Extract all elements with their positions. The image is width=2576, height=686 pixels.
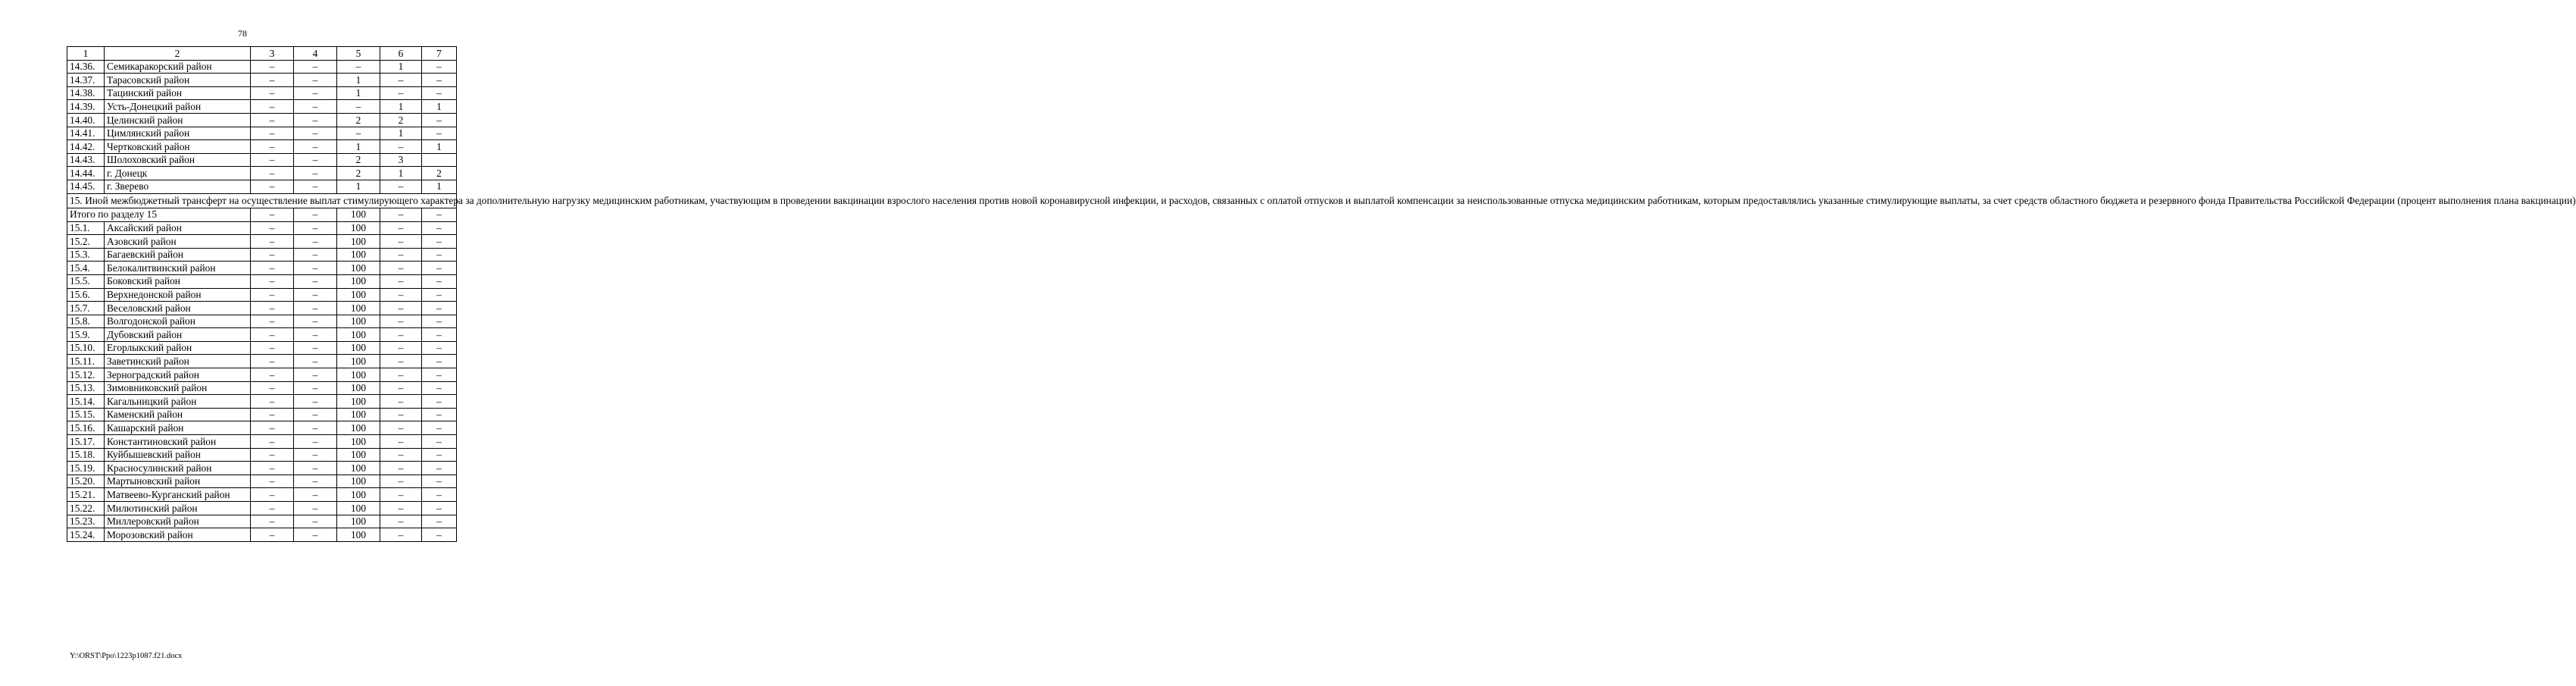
value-cell: –: [294, 528, 337, 542]
table-row: [67, 488, 457, 502]
table-row: [67, 341, 457, 355]
value-cell: –: [294, 208, 337, 221]
row-number: 15.10.: [67, 341, 105, 355]
value-cell: 100: [337, 448, 380, 462]
value-cell: –: [380, 475, 422, 488]
value-cell: –: [380, 355, 422, 368]
table-row: [67, 448, 457, 462]
value-cell: 100: [337, 302, 380, 315]
value-cell: 100: [337, 355, 380, 368]
value-cell: –: [422, 448, 457, 462]
value-cell: –: [251, 302, 294, 315]
value-cell: 1: [380, 60, 422, 74]
value-cell: –: [294, 113, 337, 127]
row-number: 15.12.: [67, 368, 105, 382]
district-name: Тацинский район: [105, 86, 251, 100]
value-cell: –: [380, 528, 422, 542]
value-cell: –: [294, 395, 337, 409]
value-cell: –: [422, 528, 457, 542]
row-number: 15.20.: [67, 475, 105, 488]
value-cell: –: [380, 341, 422, 355]
value-cell: –: [380, 488, 422, 502]
value-cell: –: [422, 113, 457, 127]
table-row: [67, 262, 457, 275]
row-number: 15.4.: [67, 262, 105, 275]
value-cell: 100: [337, 235, 380, 249]
value-cell: –: [422, 515, 457, 528]
value-cell: –: [251, 180, 294, 193]
value-cell: 100: [337, 315, 380, 328]
value-cell: –: [294, 302, 337, 315]
total-label: Итого по разделу 15: [67, 208, 251, 221]
value-cell: –: [380, 180, 422, 193]
value-cell: 2: [337, 167, 380, 180]
table-row: [67, 368, 457, 382]
district-name: Азовский район: [105, 235, 251, 249]
value-cell: –: [380, 515, 422, 528]
value-cell: –: [294, 74, 337, 87]
district-name: Матвеево-Курганский район: [105, 488, 251, 502]
value-cell: –: [294, 421, 337, 435]
row-number: 15.24.: [67, 528, 105, 542]
header-cell: 3: [251, 47, 294, 61]
table-row: [67, 113, 457, 127]
table-row: [67, 395, 457, 409]
value-cell: 100: [337, 488, 380, 502]
district-name: Константиновский район: [105, 435, 251, 449]
total-row: [67, 208, 457, 221]
value-cell: –: [294, 488, 337, 502]
row-number: 14.39.: [67, 100, 105, 114]
value-cell: –: [380, 328, 422, 342]
district-name: Чертковский район: [105, 140, 251, 154]
row-number: 14.41.: [67, 127, 105, 140]
value-cell: –: [294, 262, 337, 275]
row-number: 14.38.: [67, 86, 105, 100]
header-cell: 4: [294, 47, 337, 61]
table-row: [67, 235, 457, 249]
district-name: Тарасовский район: [105, 74, 251, 87]
page-number: 78: [238, 28, 247, 39]
value-cell: –: [380, 421, 422, 435]
table-row: [67, 100, 457, 114]
value-cell: –: [294, 408, 337, 421]
value-cell: –: [294, 315, 337, 328]
value-cell: –: [294, 448, 337, 462]
value-cell: –: [422, 74, 457, 87]
value-cell: –: [251, 221, 294, 235]
value-cell: 2: [337, 113, 380, 127]
row-number: 15.7.: [67, 302, 105, 315]
data-table: [67, 46, 2576, 542]
row-number: 15.5.: [67, 274, 105, 288]
district-name: Аксайский район: [105, 221, 251, 235]
table-row: [67, 381, 457, 395]
value-cell: –: [380, 408, 422, 421]
value-cell: –: [380, 302, 422, 315]
value-cell: –: [380, 368, 422, 382]
district-name: Миллеровский район: [105, 515, 251, 528]
table-row: [67, 288, 457, 302]
table-row: [67, 74, 457, 87]
value-cell: –: [251, 140, 294, 154]
value-cell: 1: [380, 167, 422, 180]
district-name: Дубовский район: [105, 328, 251, 342]
value-cell: 100: [337, 435, 380, 449]
value-cell: 100: [337, 528, 380, 542]
value-cell: –: [251, 435, 294, 449]
value-cell: –: [294, 462, 337, 475]
value-cell: –: [422, 262, 457, 275]
table-row: [67, 248, 457, 262]
value-cell: –: [422, 208, 457, 221]
value-cell: –: [294, 100, 337, 114]
value-cell: –: [422, 288, 457, 302]
value-cell: 100: [337, 274, 380, 288]
value-cell: 100: [337, 221, 380, 235]
value-cell: –: [251, 153, 294, 167]
table-row: [67, 528, 457, 542]
value-cell: 100: [337, 515, 380, 528]
value-cell: –: [422, 381, 457, 395]
value-cell: [422, 153, 457, 167]
value-cell: –: [294, 221, 337, 235]
value-cell: 1: [380, 127, 422, 140]
district-name: Зимовниковский район: [105, 381, 251, 395]
value-cell: –: [380, 140, 422, 154]
value-cell: –: [251, 341, 294, 355]
value-cell: –: [380, 462, 422, 475]
district-name: г. Зверево: [105, 180, 251, 193]
header-row: [67, 47, 457, 61]
district-name: Заветинский район: [105, 355, 251, 368]
district-name: Веселовский район: [105, 302, 251, 315]
value-cell: –: [294, 167, 337, 180]
value-cell: –: [422, 421, 457, 435]
value-cell: 100: [337, 381, 380, 395]
value-cell: –: [251, 488, 294, 502]
value-cell: –: [422, 462, 457, 475]
value-cell: 100: [337, 248, 380, 262]
value-cell: 2: [337, 153, 380, 167]
value-cell: –: [294, 435, 337, 449]
value-cell: –: [422, 395, 457, 409]
table-row: [67, 60, 457, 74]
value-cell: 100: [337, 368, 380, 382]
value-cell: –: [294, 328, 337, 342]
row-number: 14.44.: [67, 167, 105, 180]
district-name: г. Донецк: [105, 167, 251, 180]
row-number: 15.2.: [67, 235, 105, 249]
district-name: Волгодонской район: [105, 315, 251, 328]
header-cell: 2: [105, 47, 251, 61]
district-name: Белокалитвинский район: [105, 262, 251, 275]
table-row: [67, 408, 457, 421]
value-cell: –: [337, 60, 380, 74]
table-row: [67, 153, 457, 167]
district-name: Багаевский район: [105, 248, 251, 262]
district-name: Куйбышевский район: [105, 448, 251, 462]
value-cell: 1: [337, 74, 380, 87]
table-row: [67, 315, 457, 328]
value-cell: –: [294, 288, 337, 302]
row-number: 15.16.: [67, 421, 105, 435]
row-number: 15.17.: [67, 435, 105, 449]
value-cell: –: [251, 395, 294, 409]
table-row: [67, 515, 457, 528]
district-name: Верхнедонской район: [105, 288, 251, 302]
value-cell: –: [380, 208, 422, 221]
value-cell: 100: [337, 341, 380, 355]
value-cell: –: [251, 315, 294, 328]
value-cell: –: [380, 315, 422, 328]
table-row: [67, 86, 457, 100]
value-cell: –: [251, 86, 294, 100]
table-row: [67, 355, 457, 368]
district-name: Шолоховский район: [105, 153, 251, 167]
row-number: 15.14.: [67, 395, 105, 409]
table-row: [67, 435, 457, 449]
value-cell: –: [337, 100, 380, 114]
value-cell: 2: [422, 167, 457, 180]
value-cell: –: [380, 74, 422, 87]
value-cell: –: [251, 381, 294, 395]
section-15-title: 15. Иной межбюджетный трансферт на осуществление выплат стимулирующего характера за дополнительную нагрузку медицинским работникам, участвующим в проведении вакцинации взрослого населения против новой коронавирусной инфекции, и расходов, связанных с оплатой отпусков и выплатой компенсации за неиспользованные отпуска медицинским работникам, которым предоставлялись указанные стимулирующие выплаты, за счет средств областного бюджета и резервного фонда Правительства Российской Федерации (процент выполнения плана вакцинации): [67, 193, 457, 208]
header-cell: 6: [380, 47, 422, 61]
row-number: 15.15.: [67, 408, 105, 421]
value-cell: –: [422, 408, 457, 421]
value-cell: 2: [380, 113, 422, 127]
row-number: 15.19.: [67, 462, 105, 475]
value-cell: –: [422, 355, 457, 368]
value-cell: 1: [422, 100, 457, 114]
header-cell: 5: [337, 47, 380, 61]
district-name: Зерноградский район: [105, 368, 251, 382]
header-cell: 7: [422, 47, 457, 61]
value-cell: –: [380, 274, 422, 288]
value-cell: –: [251, 328, 294, 342]
value-cell: –: [294, 140, 337, 154]
value-cell: –: [380, 502, 422, 515]
value-cell: –: [251, 113, 294, 127]
value-cell: –: [251, 355, 294, 368]
value-cell: –: [294, 381, 337, 395]
table-row: [67, 127, 457, 140]
value-cell: –: [337, 127, 380, 140]
value-cell: 3: [380, 153, 422, 167]
value-cell: –: [294, 515, 337, 528]
value-cell: –: [380, 235, 422, 249]
value-cell: –: [251, 74, 294, 87]
value-cell: –: [294, 60, 337, 74]
table-row: [67, 475, 457, 488]
table-row: [67, 502, 457, 515]
table-row: [67, 274, 457, 288]
row-number: 14.37.: [67, 74, 105, 87]
value-cell: –: [380, 86, 422, 100]
district-name: Мартыновский район: [105, 475, 251, 488]
value-cell: 100: [337, 408, 380, 421]
value-cell: –: [422, 341, 457, 355]
value-cell: –: [251, 167, 294, 180]
value-cell: –: [294, 235, 337, 249]
district-name: Кашарский район: [105, 421, 251, 435]
district-name: Целинский район: [105, 113, 251, 127]
district-name: Милютинский район: [105, 502, 251, 515]
value-cell: –: [422, 475, 457, 488]
value-cell: 100: [337, 421, 380, 435]
value-cell: –: [422, 274, 457, 288]
value-cell: 100: [337, 328, 380, 342]
value-cell: –: [380, 288, 422, 302]
value-cell: 100: [337, 262, 380, 275]
file-path-footer: Y:\ORST\Ppo\1223p1087.f21.docx: [70, 652, 183, 660]
value-cell: –: [380, 448, 422, 462]
row-number: 14.45.: [67, 180, 105, 193]
district-name: Усть-Донецкий район: [105, 100, 251, 114]
value-cell: –: [422, 302, 457, 315]
value-cell: –: [380, 262, 422, 275]
row-number: 14.42.: [67, 140, 105, 154]
value-cell: –: [251, 60, 294, 74]
table-row: [67, 462, 457, 475]
value-cell: 100: [337, 208, 380, 221]
row-number: 15.1.: [67, 221, 105, 235]
value-cell: 1: [337, 180, 380, 193]
row-number: 15.22.: [67, 502, 105, 515]
value-cell: –: [422, 221, 457, 235]
value-cell: –: [251, 528, 294, 542]
value-cell: –: [422, 86, 457, 100]
value-cell: –: [422, 502, 457, 515]
value-cell: 1: [337, 86, 380, 100]
row-number: 15.21.: [67, 488, 105, 502]
value-cell: –: [422, 488, 457, 502]
table-row: [67, 421, 457, 435]
value-cell: –: [251, 475, 294, 488]
value-cell: –: [380, 221, 422, 235]
value-cell: –: [294, 248, 337, 262]
value-cell: –: [251, 100, 294, 114]
table-row: [67, 302, 457, 315]
value-cell: –: [294, 502, 337, 515]
table-row: [67, 167, 457, 180]
value-cell: 1: [337, 140, 380, 154]
row-number: 15.23.: [67, 515, 105, 528]
row-number: 14.43.: [67, 153, 105, 167]
value-cell: –: [251, 448, 294, 462]
value-cell: –: [251, 262, 294, 275]
value-cell: –: [380, 395, 422, 409]
value-cell: 100: [337, 462, 380, 475]
value-cell: –: [422, 60, 457, 74]
value-cell: –: [294, 368, 337, 382]
value-cell: –: [251, 288, 294, 302]
value-cell: –: [294, 341, 337, 355]
value-cell: –: [380, 435, 422, 449]
row-number: 15.6.: [67, 288, 105, 302]
value-cell: –: [294, 355, 337, 368]
district-name: Боковский район: [105, 274, 251, 288]
table-row: [67, 140, 457, 154]
table-row: [67, 328, 457, 342]
value-cell: 100: [337, 475, 380, 488]
table-row: [67, 180, 457, 193]
table-row: [67, 221, 457, 235]
district-name: Каменский район: [105, 408, 251, 421]
district-name: Красносулинский район: [105, 462, 251, 475]
district-name: Кагальницкий район: [105, 395, 251, 409]
value-cell: –: [251, 235, 294, 249]
section-title-row: [67, 193, 457, 208]
value-cell: –: [380, 381, 422, 395]
value-cell: –: [294, 180, 337, 193]
value-cell: –: [422, 315, 457, 328]
district-name: Морозовский район: [105, 528, 251, 542]
value-cell: –: [422, 368, 457, 382]
value-cell: –: [251, 421, 294, 435]
value-cell: –: [422, 328, 457, 342]
value-cell: 1: [380, 100, 422, 114]
value-cell: –: [251, 127, 294, 140]
value-cell: –: [251, 208, 294, 221]
value-cell: 100: [337, 395, 380, 409]
district-name: Семикаракорский район: [105, 60, 251, 74]
value-cell: 100: [337, 502, 380, 515]
value-cell: –: [422, 235, 457, 249]
value-cell: 1: [422, 180, 457, 193]
value-cell: –: [294, 153, 337, 167]
row-number: 15.9.: [67, 328, 105, 342]
row-number: 14.40.: [67, 113, 105, 127]
value-cell: –: [422, 248, 457, 262]
value-cell: –: [422, 435, 457, 449]
value-cell: –: [251, 274, 294, 288]
row-number: 15.18.: [67, 448, 105, 462]
district-name: Егорлыкский район: [105, 341, 251, 355]
value-cell: –: [251, 368, 294, 382]
row-number: 15.8.: [67, 315, 105, 328]
value-cell: –: [251, 515, 294, 528]
value-cell: 100: [337, 288, 380, 302]
value-cell: 1: [422, 140, 457, 154]
value-cell: –: [294, 86, 337, 100]
header-cell: 1: [67, 47, 105, 61]
value-cell: –: [294, 475, 337, 488]
value-cell: –: [380, 248, 422, 262]
value-cell: –: [251, 248, 294, 262]
row-number: 15.11.: [67, 355, 105, 368]
row-number: 15.3.: [67, 248, 105, 262]
row-number: 15.13.: [67, 381, 105, 395]
value-cell: –: [251, 408, 294, 421]
value-cell: –: [294, 274, 337, 288]
value-cell: –: [294, 127, 337, 140]
value-cell: –: [251, 462, 294, 475]
value-cell: –: [251, 502, 294, 515]
row-number: 14.36.: [67, 60, 105, 74]
district-name: Цимлянский район: [105, 127, 251, 140]
value-cell: –: [422, 127, 457, 140]
